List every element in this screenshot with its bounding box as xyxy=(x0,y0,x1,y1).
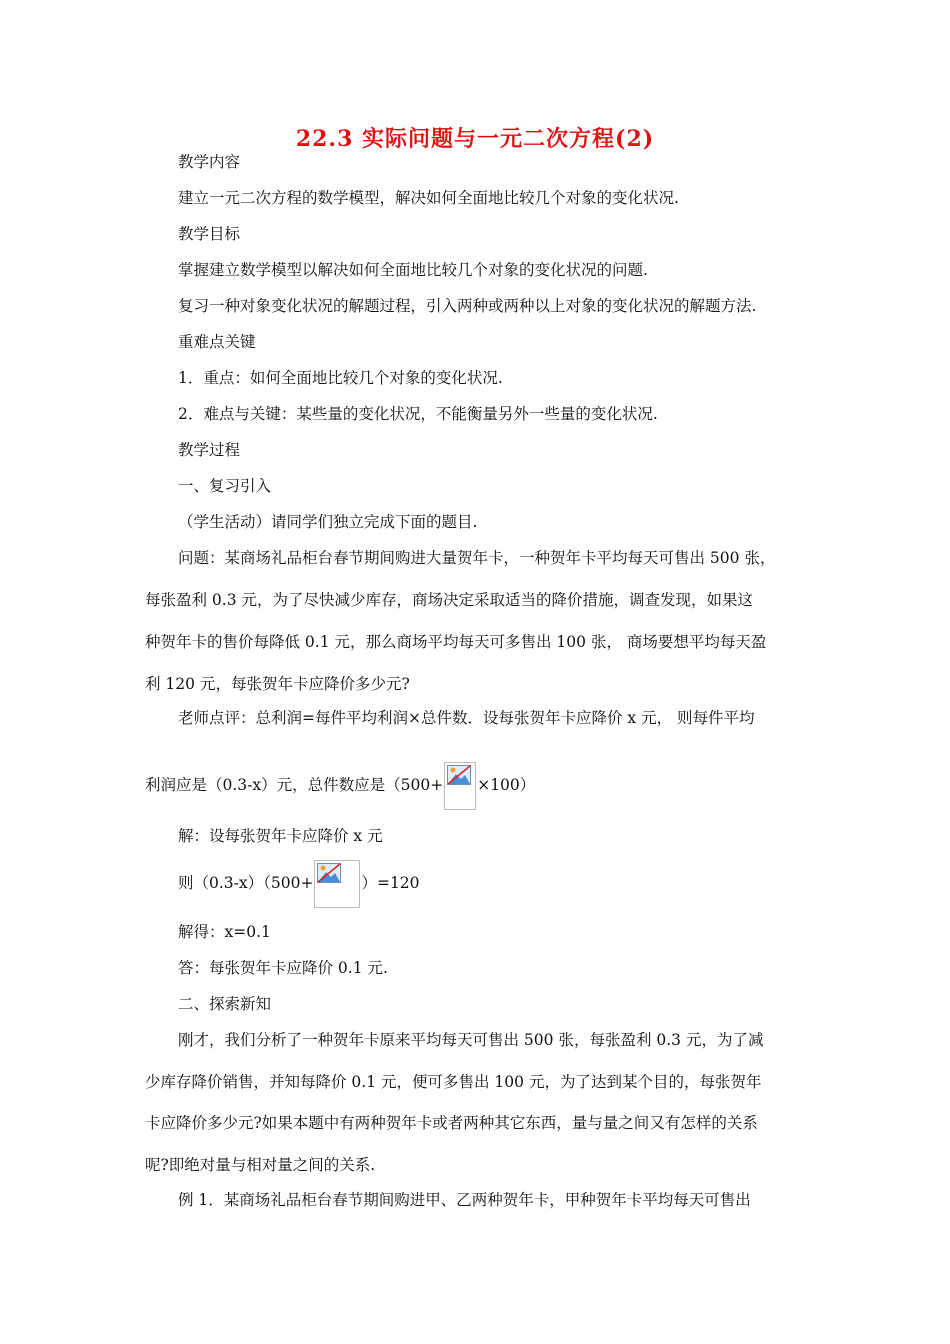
formula-text: 则（0.3-x）（500+ xyxy=(178,874,314,892)
paragraph: （学生活动）请同学们独立完成下面的题目. xyxy=(178,513,478,531)
formula-line xyxy=(178,858,420,908)
paragraph: 呢?即绝对量与相对量之间的关系. xyxy=(145,1156,376,1174)
section-heading: 二、探索新知 xyxy=(178,995,272,1013)
paragraph: 1．重点：如何全面地比较几个对象的变化状况. xyxy=(178,369,503,387)
section-heading: 一、复习引入 xyxy=(178,477,272,495)
paragraph: 利 120 元，每张贺年卡应降价多少元? xyxy=(145,675,410,693)
page-title: 22.3 实际问题与一元二次方程(2) xyxy=(295,126,655,152)
heading-teaching-process: 教学过程 xyxy=(178,441,241,459)
paragraph: 复习一种对象变化状况的解题过程，引入两种或两种以上对象的变化状况的解题方法. xyxy=(178,297,757,315)
paragraph: 卡应降价多少元?如果本题中有两种贺年卡或者两种其它东西，量与量之间又有怎样的关系 xyxy=(145,1114,758,1132)
heading-teaching-goals: 教学目标 xyxy=(178,225,241,243)
paragraph: 例 1．某商场礼品柜台春节期间购进甲、乙两种贺年卡，甲种贺年卡平均每天可售出 xyxy=(178,1191,751,1209)
paragraph: 少库存降价销售，并知每降价 0.1 元，便可多售出 100 元，为了达到某个目的，每张贺年 xyxy=(145,1073,762,1091)
paragraph: 答：每张贺年卡应降价 0.1 元. xyxy=(178,959,388,977)
heading-teaching-content: 教学内容 xyxy=(178,153,241,171)
paragraph: 解得：x=0.1 xyxy=(178,923,271,941)
paragraph: 刚才，我们分析了一种贺年卡原来平均每天可售出 500 张，每张盈利 0.3 元，为了减 xyxy=(178,1031,764,1049)
paragraph: 种贺年卡的售价每降低 0.1 元，那么商场平均每天可多售出 100 张， 商场要想平均每天盈 xyxy=(145,633,767,651)
broken-image-icon xyxy=(314,860,360,908)
paragraph: 问题：某商场礼品柜台春节期间购进大量贺年卡，一种贺年卡平均每天可售出 500 张， xyxy=(178,549,776,567)
heading-key-points: 重难点关键 xyxy=(178,333,256,351)
paragraph: 2．难点与关键：某些量的变化状况，不能衡量另外一些量的变化状况. xyxy=(178,405,658,423)
paragraph: 老师点评：总利润=每件平均利润×总件数．设每张贺年卡应降价 x 元， 则每件平均 xyxy=(178,709,755,727)
paragraph: 建立一元二次方程的数学模型，解决如何全面地比较几个对象的变化状况. xyxy=(178,189,679,207)
paragraph: 解：设每张贺年卡应降价 x 元 xyxy=(178,827,383,845)
formula-line xyxy=(145,760,535,810)
formula-text: 利润应是（0.3-x）元，总件数应是（500+ xyxy=(145,776,444,794)
formula-text: ）=120 xyxy=(361,874,420,892)
broken-image-icon xyxy=(444,762,476,810)
paragraph: 每张盈利 0.3 元，为了尽快减少库存，商场决定采取适当的降价措施，调查发现，如果这 xyxy=(145,591,754,609)
formula-text: ×100） xyxy=(477,776,536,794)
paragraph: 掌握建立数学模型以解决如何全面地比较几个对象的变化状况的问题. xyxy=(178,261,648,279)
